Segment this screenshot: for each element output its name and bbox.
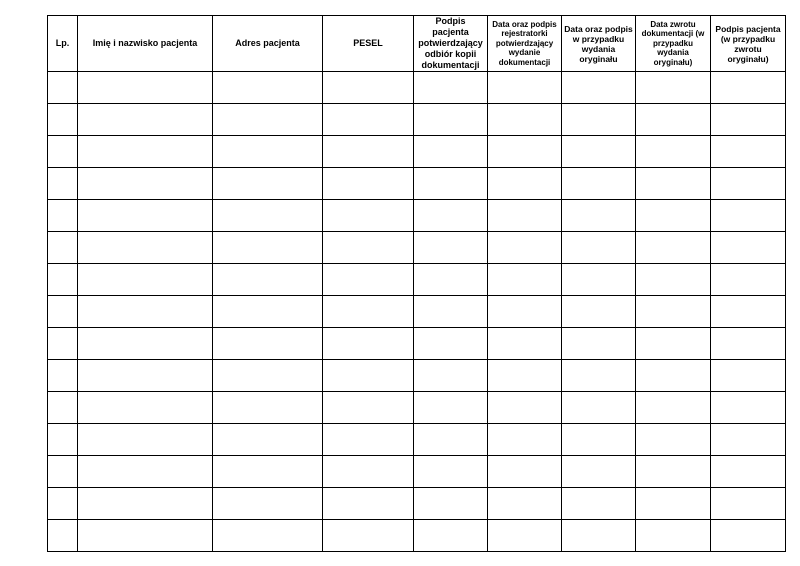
table-cell	[48, 104, 78, 136]
column-header-patient-address: Adres pacjenta	[213, 16, 323, 72]
table-cell	[48, 520, 78, 552]
table-cell	[636, 264, 711, 296]
table-cell	[636, 296, 711, 328]
table-cell	[562, 232, 636, 264]
table-row	[48, 264, 786, 296]
table-cell	[636, 488, 711, 520]
table-cell	[78, 328, 213, 360]
table-cell	[562, 328, 636, 360]
table-cell	[562, 424, 636, 456]
table-cell	[636, 392, 711, 424]
table-cell	[488, 232, 562, 264]
table-cell	[213, 232, 323, 264]
table-row	[48, 296, 786, 328]
column-header-lp: Lp.	[48, 16, 78, 72]
table-cell	[323, 264, 414, 296]
table-cell	[488, 456, 562, 488]
table-cell	[323, 392, 414, 424]
table-cell	[78, 424, 213, 456]
table-row	[48, 232, 786, 264]
column-header-pesel: PESEL	[323, 16, 414, 72]
table-cell	[636, 72, 711, 104]
table-cell	[636, 328, 711, 360]
table-cell	[488, 424, 562, 456]
column-header-return-signature: Podpis pacjenta (w przypadku zwrotu oryginału)	[711, 16, 786, 72]
table-cell	[414, 488, 488, 520]
table-cell	[636, 168, 711, 200]
table-cell	[323, 328, 414, 360]
table-cell	[323, 72, 414, 104]
table-cell	[213, 424, 323, 456]
table-cell	[48, 296, 78, 328]
table-cell	[414, 200, 488, 232]
table-cell	[78, 456, 213, 488]
table-cell	[488, 200, 562, 232]
table-cell	[323, 232, 414, 264]
table-cell	[711, 360, 786, 392]
table-cell	[636, 200, 711, 232]
table-cell	[636, 232, 711, 264]
table-row	[48, 104, 786, 136]
table-cell	[48, 232, 78, 264]
table-cell	[213, 264, 323, 296]
table-cell	[414, 424, 488, 456]
table-cell	[78, 168, 213, 200]
table-row	[48, 72, 786, 104]
table-cell	[213, 72, 323, 104]
table-row	[48, 520, 786, 552]
table-cell	[711, 456, 786, 488]
table-cell	[414, 328, 488, 360]
table-cell	[48, 136, 78, 168]
table-cell	[711, 520, 786, 552]
table-cell	[636, 424, 711, 456]
table-cell	[562, 136, 636, 168]
patient-documentation-register	[47, 15, 786, 552]
table-cell	[488, 392, 562, 424]
table-cell	[562, 520, 636, 552]
table-cell	[213, 328, 323, 360]
table-cell	[213, 168, 323, 200]
table-cell	[711, 296, 786, 328]
table-cell	[213, 392, 323, 424]
table-row	[48, 488, 786, 520]
table-cell	[636, 456, 711, 488]
table-cell	[488, 360, 562, 392]
column-header-patient-name: Imię i nazwisko pacjenta	[78, 16, 213, 72]
table-cell	[48, 168, 78, 200]
table-cell	[213, 104, 323, 136]
table-cell	[488, 168, 562, 200]
table-row	[48, 392, 786, 424]
table-cell	[323, 520, 414, 552]
table-cell	[636, 360, 711, 392]
table-row	[48, 456, 786, 488]
header-row	[48, 16, 786, 72]
table-cell	[414, 360, 488, 392]
table-cell	[414, 168, 488, 200]
table-cell	[78, 520, 213, 552]
table-cell	[78, 72, 213, 104]
table-cell	[414, 104, 488, 136]
column-header-copy-receipt-signature: Podpis pacjenta potwierdzający odbiór kopii dokumentacji	[414, 16, 488, 72]
table-cell	[78, 136, 213, 168]
table-cell	[711, 104, 786, 136]
table-cell	[414, 296, 488, 328]
column-header-registrar-signature: Data oraz podpis rejestratorki potwierdzający wydanie dokumentacji	[488, 16, 562, 72]
table-cell	[78, 232, 213, 264]
table-cell	[48, 360, 78, 392]
table-cell	[213, 296, 323, 328]
table-cell	[711, 392, 786, 424]
table-cell	[48, 488, 78, 520]
table-cell	[488, 136, 562, 168]
table-row	[48, 200, 786, 232]
table-cell	[48, 328, 78, 360]
table-cell	[562, 104, 636, 136]
table-cell	[414, 392, 488, 424]
table-cell	[323, 104, 414, 136]
table-cell	[562, 296, 636, 328]
table-cell	[78, 104, 213, 136]
column-header-original-issue-signature: Data oraz podpis w przypadku wydania oryginału	[562, 16, 636, 72]
table-cell	[562, 264, 636, 296]
table-cell	[414, 72, 488, 104]
table-cell	[323, 136, 414, 168]
table-cell	[323, 488, 414, 520]
table-cell	[323, 456, 414, 488]
table-cell	[48, 264, 78, 296]
table-cell	[78, 360, 213, 392]
table-cell	[48, 72, 78, 104]
table-row	[48, 168, 786, 200]
table-cell	[488, 520, 562, 552]
table-cell	[711, 328, 786, 360]
table-cell	[711, 488, 786, 520]
table-cell	[213, 520, 323, 552]
column-header-return-date: Data zwrotu dokumentacji (w przypadku wydania oryginału)	[636, 16, 711, 72]
table-cell	[213, 360, 323, 392]
table-cell	[711, 168, 786, 200]
table-cell	[711, 424, 786, 456]
table-cell	[48, 456, 78, 488]
table-cell	[414, 520, 488, 552]
table-cell	[488, 264, 562, 296]
table-cell	[213, 488, 323, 520]
table-cell	[562, 360, 636, 392]
table-cell	[711, 232, 786, 264]
table-cell	[636, 104, 711, 136]
table-row	[48, 424, 786, 456]
table-cell	[213, 456, 323, 488]
table-cell	[562, 392, 636, 424]
table-cell	[636, 136, 711, 168]
table-cell	[636, 520, 711, 552]
table-cell	[711, 136, 786, 168]
table-cell	[414, 456, 488, 488]
table-cell	[48, 392, 78, 424]
table-cell	[323, 200, 414, 232]
table-cell	[562, 200, 636, 232]
table-cell	[414, 136, 488, 168]
table-cell	[562, 488, 636, 520]
table-cell	[78, 200, 213, 232]
table-cell	[414, 232, 488, 264]
table-cell	[48, 424, 78, 456]
table-row	[48, 136, 786, 168]
table-cell	[414, 264, 488, 296]
table-cell	[488, 488, 562, 520]
table-cell	[78, 488, 213, 520]
table-cell	[323, 360, 414, 392]
table-row	[48, 360, 786, 392]
table-cell	[488, 72, 562, 104]
table-cell	[48, 200, 78, 232]
register-body	[48, 72, 786, 552]
table-cell	[78, 264, 213, 296]
table-cell	[562, 72, 636, 104]
table-cell	[78, 392, 213, 424]
table-cell	[562, 456, 636, 488]
table-cell	[711, 200, 786, 232]
table-cell	[562, 168, 636, 200]
table-cell	[213, 136, 323, 168]
table-cell	[488, 104, 562, 136]
table-cell	[323, 424, 414, 456]
table-cell	[711, 72, 786, 104]
table-cell	[323, 168, 414, 200]
table-cell	[488, 296, 562, 328]
table-cell	[323, 296, 414, 328]
table-cell	[78, 296, 213, 328]
table-row	[48, 328, 786, 360]
table-cell	[711, 264, 786, 296]
table-cell	[213, 200, 323, 232]
table-cell	[488, 328, 562, 360]
